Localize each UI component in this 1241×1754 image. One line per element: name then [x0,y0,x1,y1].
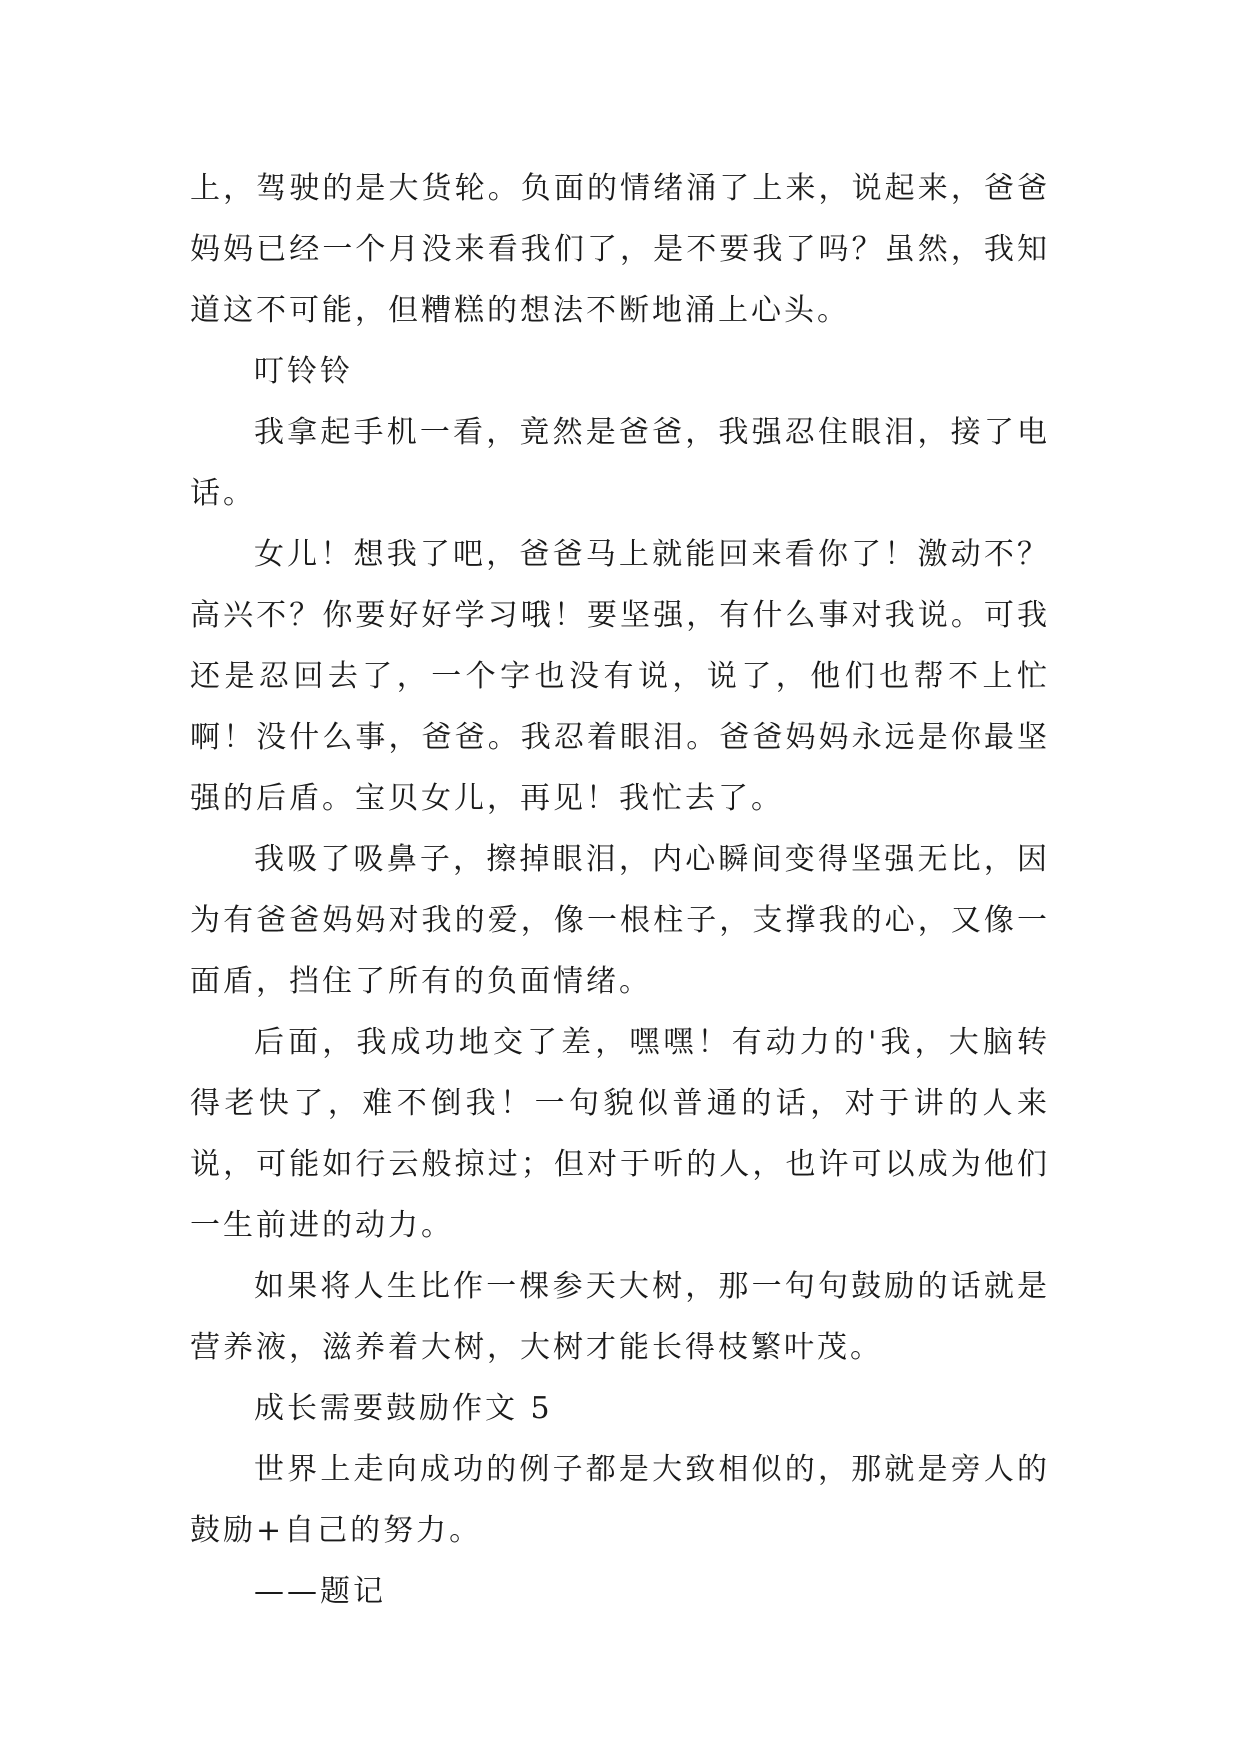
document-body [190,158,1050,1622]
paragraph-2: 叮铃铃 [254,354,353,389]
paragraph-7: 如果将人生比作一棵参天大树，那一句句鼓励的话就是营养液，滋养着大树，大树才能长得枝繁叶茂。 [190,1269,1050,1365]
paragraph-5: 我吸了吸鼻子，擦掉眼泪，内心瞬间变得坚强无比，因为有爸爸妈妈对我的爱，像一根柱子，支撑我的心，又像一面盾，挡住了所有的负面情绪。 [190,842,1050,999]
paragraph-3: 我拿起手机一看，竟然是爸爸，我强忍住眼泪，接了电话。 [190,415,1050,511]
section-heading: 成长需要鼓励作文 5 [254,1391,553,1426]
paragraph-9: 世界上走向成功的例子都是大致相似的，那就是旁人的鼓励+自己的努力。 [190,1452,1050,1548]
epigraph-signature: ——题记 [254,1574,386,1609]
paragraph-1: 上，驾驶的是大货轮。负面的情绪涌了上来，说起来，爸爸妈妈已经一个月没来看我们了，是不要我了吗？虽然，我知道这不可能，但糟糕的想法不断地涌上心头。 [190,171,1050,328]
paragraph-6: 后面，我成功地交了差，嘿嘿！有动力的'我，大脑转得老快了，难不倒我！一句貌似普通的话，对于讲的人来说，可能如行云般掠过；但对于听的人，也许可以成为他们一生前进的动力。 [190,1025,1050,1243]
paragraph-4: 女儿！想我了吧，爸爸马上就能回来看你了！激动不？高兴不？你要好好学习哦！要坚强，有什么事对我说。可我还是忍回去了，一个字也没有说，说了，他们也帮不上忙啊！没什么事，爸爸。我忍着眼泪。爸爸妈妈永远是你最坚强的后盾。宝贝女儿，再见！我忙去了。 [190,537,1050,816]
